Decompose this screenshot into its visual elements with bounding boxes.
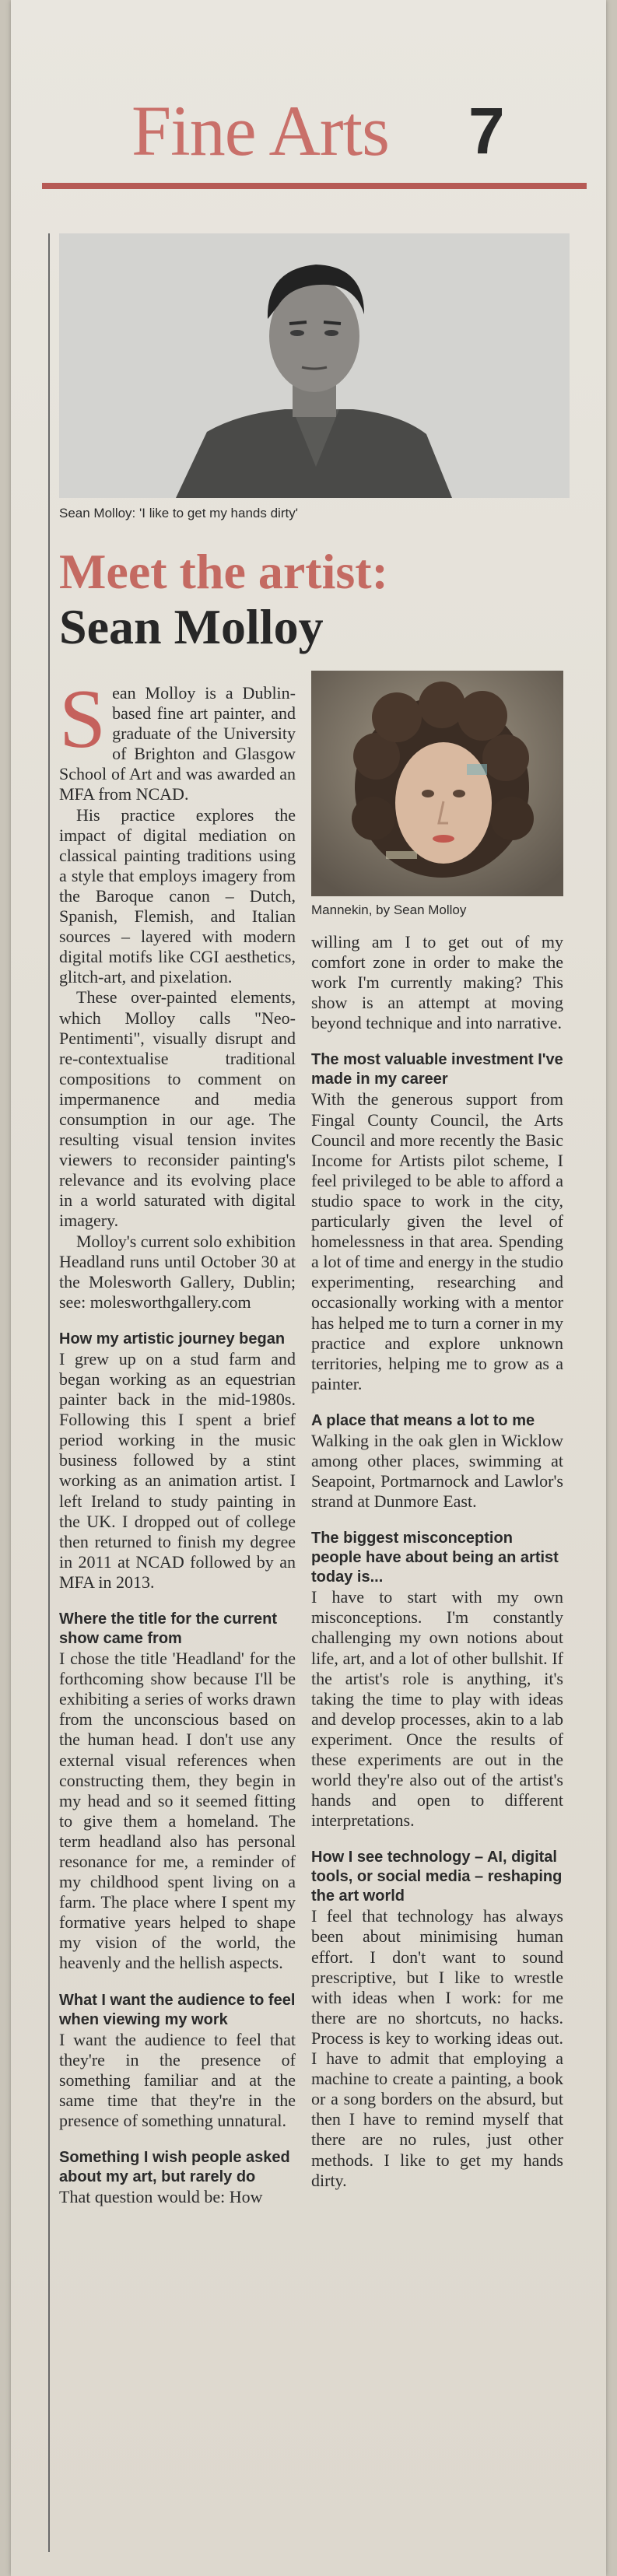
article-column-1 <box>59 673 296 2207</box>
section-heading: Where the title for the current show came from <box>59 1610 278 1648</box>
intro-paragraph: These over-painted elements, which Molloy calls "Neo-Pentimenti", visually disrupt and re-contextualise traditional compositions to comment on impermanence and media consumption in our age. The resulting visual tension invites viewers to reconsider painting's relevance and its evolving place in a world saturated with digital imagery. <box>59 987 296 1231</box>
page-header <box>42 86 587 195</box>
page-number: 7 <box>468 94 505 167</box>
section-heading: How I see technology – AI, digital tools, or social media – reshaping the art world <box>311 1849 563 1905</box>
headline-line-2: Sean Molloy <box>59 599 324 654</box>
section-body: I feel that technology has always been about minimising human effort. I don't want to sound prescriptive, but I like to wrestle with ideas when I work: for me there are no shortcuts, no hacks. Process is key to working ideas out. I have to admit that employing a machine to create a painting, a book or a song borders on the absurd, but then I have to remind myself that there are no rules, just other methods. I like to get my hands dirty. <box>311 1906 563 2190</box>
intro-text: ean Molloy is a Dublin-based fine art painter, and graduate of the University of Brighton and Glasgow School of Art and was awarded an MFA from NCAD. <box>59 683 296 804</box>
section-heading: The most valuable investment I've made in my career <box>311 1051 563 1088</box>
painting-illustration <box>311 671 563 896</box>
drop-cap: S <box>59 673 107 766</box>
section-heading: What I want the audience to feel when viewing my work <box>59 1991 296 2028</box>
artist-photo <box>59 233 570 498</box>
continued-paragraph: willing am I to get out of my comfort zone in order to make the work I'm currently making? This show is an attempt at moving beyond technique and into narrative. <box>311 932 563 1033</box>
headline-line-1: Meet the artist: <box>59 544 388 599</box>
section-body: I grew up on a stud farm and began working as an equestrian painter back in the mid-1980s. Following this I spent a brief period working in the music business followed by a stint working as an animation artist. I left Ireland to study painting in the UK. I dropped out of college then returned to finish my degree in 2011 at NCAD followed by an MFA in 2013. <box>59 1348 296 1592</box>
portrait-illustration <box>59 233 570 498</box>
section-body: I want the audience to feel that they're in the presence of something familiar and at the same time that they're in the presence of something unnatural. <box>59 2029 296 2130</box>
intro-paragraph <box>59 673 296 805</box>
painting-image <box>311 671 563 896</box>
column-rule <box>48 233 50 2552</box>
section-heading: The biggest misconception people have about being an artist today is... <box>311 1530 559 1586</box>
section-heading: Something I wish people asked about my art, but rarely do <box>59 2149 290 2185</box>
section-body: I have to start with my own misconceptions. I'm constantly challenging my own notions about life, art, and a lot of other bullshit. If the artist's role is anything, it's taking the time to play with ideas and develop processes, akin to a lab experiment. Once the results of these experiments are out in the world they're also out of the artist's hands and open to different interpretations. <box>311 1587 563 1831</box>
section-heading: A place that means a lot to me <box>311 1411 535 1429</box>
section-body: I chose the title 'Headland' for the forthcoming show because I'll be exhibiting a series of works drawn from the unconscious based on the human head. I don't use any external visual references when constructing them, they begin in my head and so it seemed fitting to give them a homeland. The term headland also has personal resonance for me, a reminder of my childhood spent living on a farm. The place where I spent my formative years helped to shape my vision of the world, the heavenly and the hellish aspects. <box>59 1649 296 1973</box>
section-body: Walking in the oak glen in Wicklow among other places, swimming at Seapoint, Portmarnock and Lawlor's strand at Dunmore East. <box>311 1430 563 1512</box>
article-column-2 <box>311 932 563 2191</box>
newspaper-page <box>11 0 606 2576</box>
photo-caption: Sean Molloy: 'I like to get my hands dirty' <box>59 506 298 520</box>
intro-paragraph: His practice explores the impact of digital mediation on classical painting traditions using a style that employs imagery from the Baroque canon – Dutch, Spanish, Flemish, and Italian sources – layered with modern digital motifs like CGI aesthetics, glitch-art, and pixelation. <box>59 804 296 987</box>
section-body: With the generous support from Fingal County Council, the Arts Council and more recently the Basic Income for Artists pilot scheme, I feel privileged to be able to afford a studio space to work in the city, particularly given the level of homelessness in that area. Spending a lot of time and energy in the studio experimenting, researching and occasionally working with a mentor has helped me to turn a corner in my practice and explore unknown territories, helping me to grow as a painter. <box>311 1089 563 1393</box>
painting-caption: Mannekin, by Sean Molloy <box>311 902 467 917</box>
section-title: Fine Arts <box>131 91 389 170</box>
headline <box>59 545 588 655</box>
header-rule <box>42 183 587 189</box>
section-heading: How my artistic journey began <box>59 1330 286 1348</box>
section-body: That question would be: How <box>59 2187 263 2206</box>
intro-paragraph: Molloy's current solo exhibition Headland runs until October 30 at the Molesworth Gallery, Dublin; see: molesworthgallery.com <box>59 1231 296 1312</box>
